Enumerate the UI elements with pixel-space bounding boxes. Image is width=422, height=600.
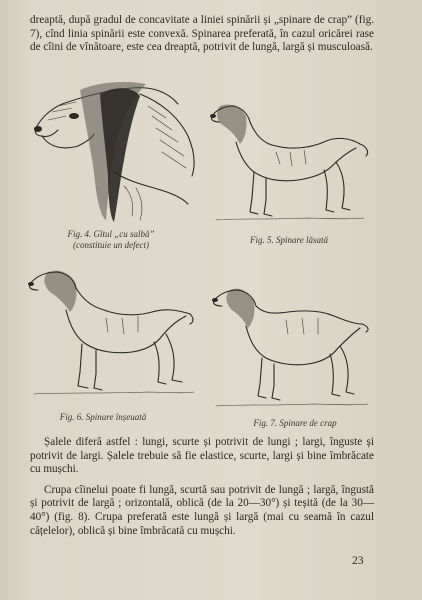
figure-7-dog-roach-back [212, 284, 372, 414]
figure-4-caption-line1: Fig. 4. Gîtul „cu salbă” [67, 229, 155, 239]
dog-standing-illustration-6 [26, 264, 198, 404]
dog-standing-illustration-5 [206, 100, 372, 230]
figure-7-caption-line1: Fig. 7. Spinare de crap [253, 418, 337, 428]
figure-7-caption [240, 418, 350, 429]
loins-paragraph: Șalele diferă astfel : lungi, scurte și potrivit de lungi ; largi, înguste și potrivit de largi. Șalele trebuie să fie elastice, scurte, largi și bine îmbrăcate cu mușchi. [30, 436, 374, 476]
figure-6-caption [44, 412, 162, 423]
figure-6-dog-saddle-back [26, 264, 198, 404]
figure-4-dog-head [28, 76, 206, 228]
page-number: 23 [352, 555, 364, 567]
figure-4-caption-line2: (constituie un defect) [73, 240, 149, 250]
figure-4-caption [52, 229, 170, 251]
top-paragraph [30, 14, 374, 55]
dog-standing-illustration-7 [212, 284, 372, 414]
figure-6-caption-line1: Fig. 6. Spinare înșeuată [59, 412, 147, 422]
bottom-paragraphs [30, 436, 374, 538]
croup-paragraph: Crupa cîinelui poate fi lungă, scurtă sau potrivit de lungă ; largă, îngustă și potrivit de largă ; orizontală, oblică (de la 20—30°) și teșită (de la 30—40°) (fig. 8). Crupa preferată este lungă și largă (mai cu seamă în cazul cățelelor), oblică și bine îmbrăcată cu mușchi. [30, 483, 374, 537]
dog-head-illustration [28, 76, 206, 228]
figure-5-dog-sagging-back [206, 100, 372, 230]
figure-5-caption [234, 235, 344, 246]
top-paragraph-text: dreaptă, după gradul de concavitate a liniei spinării și „spinare de crap” (fig. 7), cînd linia spinării este convexă. Spinarea preferată, în cazul oricărei rase de cîini de vînătoare, este cea dreaptă, potrivit de lungă, largă și musculoasă. [30, 14, 374, 54]
figure-5-caption-line1: Fig. 5. Spinare lăsată [250, 235, 328, 245]
